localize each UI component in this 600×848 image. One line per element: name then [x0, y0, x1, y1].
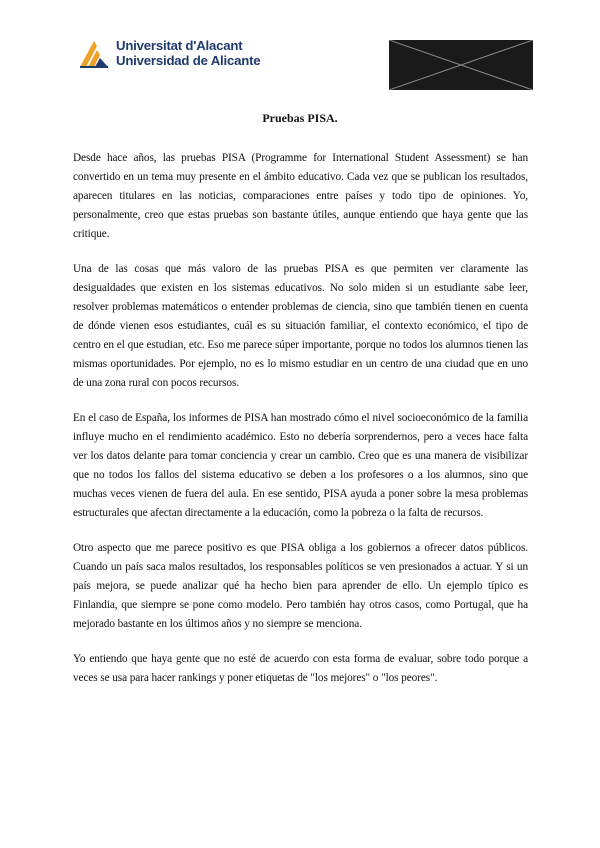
university-name	[116, 38, 260, 68]
paragraph: Otro aspecto que me parece positivo es que PISA obliga a los gobiernos a ofrecer datos públicos. Cuando un país saca malos resultados, los responsables políticos se ven presionados a actuar. Y si un país mejora, se puede analizar qué ha hecho bien para aprender de ello. Un ejemplo típico es Finlandia, que siempre se pone como modelo. Pero también hay otros casos, como Portugal, que ha mejorado bastante en los últimos años y no siempre se menciona.	[73, 542, 528, 630]
university-alicante-logo-icon	[78, 37, 110, 69]
university-name-spanish: Universidad de Alicante	[116, 53, 261, 68]
university-logo	[78, 33, 263, 73]
paragraph: Desde hace años, las pruebas PISA (Programme for International Student Assessment) se han convertido en un tema muy presente en el ámbito educativo. Cada vez que se publican los resultados, aparecen titulares en las noticias, comparaciones entre países y todo tipo de opiniones. Yo, personalmente, creo que estas pruebas son bastante útiles, aunque entiendo que haya gente que las critique.	[73, 152, 528, 240]
paragraph: Yo entiendo que haya gente que no esté de acuerdo con esta forma de evaluar, sobre todo porque a veces se usa para hacer rankings y poner etiquetas de "los mejores" o "los peores".	[73, 653, 528, 684]
image-placeholder-icon	[389, 40, 533, 90]
document-body	[73, 149, 528, 704]
paragraph: Una de las cosas que más valoro de las pruebas PISA es que permiten ver claramente las desigualdades que existen en los sistemas educativos. No solo miden si un estudiante sabe leer, resolver problemas matemáticos o entender problemas de ciencia, sino que también tienen en cuenta de dónde vienen esos estudiantes, cuál es su situación familiar, el contexto económico, el tipo de centro en el que estudian, etc. Eso me parece súper importante, porque no todos los alumnos tienen las mismas oportunidades. Por ejemplo, no es lo mismo estudiar en un centro de una ciudad que en uno de una zona rural con pocos recursos.	[73, 263, 528, 389]
image-placeholder	[389, 40, 533, 90]
document-title: Pruebas PISA.	[262, 111, 338, 125]
university-name-valencian: Universitat d'Alacant	[116, 38, 243, 53]
paragraph: En el caso de España, los informes de PISA han mostrado cómo el nivel socioeconómico de la familia influye mucho en el rendimiento académico. Esto no debería sorprendernos, pero a veces hace falta ver los datos delante para tomar conciencia y crear un cambio. Creo que es una manera de visibilizar que no todos los fallos del sistema educativo se deben a los profesores o a los alumnos, sino que muchas veces vienen de fuera del aula. En ese sentido, PISA ayuda a poner sobre la mesa problemas estructurales que afectan directamente a la educación, como la pobreza o la falta de recursos.	[73, 412, 528, 519]
